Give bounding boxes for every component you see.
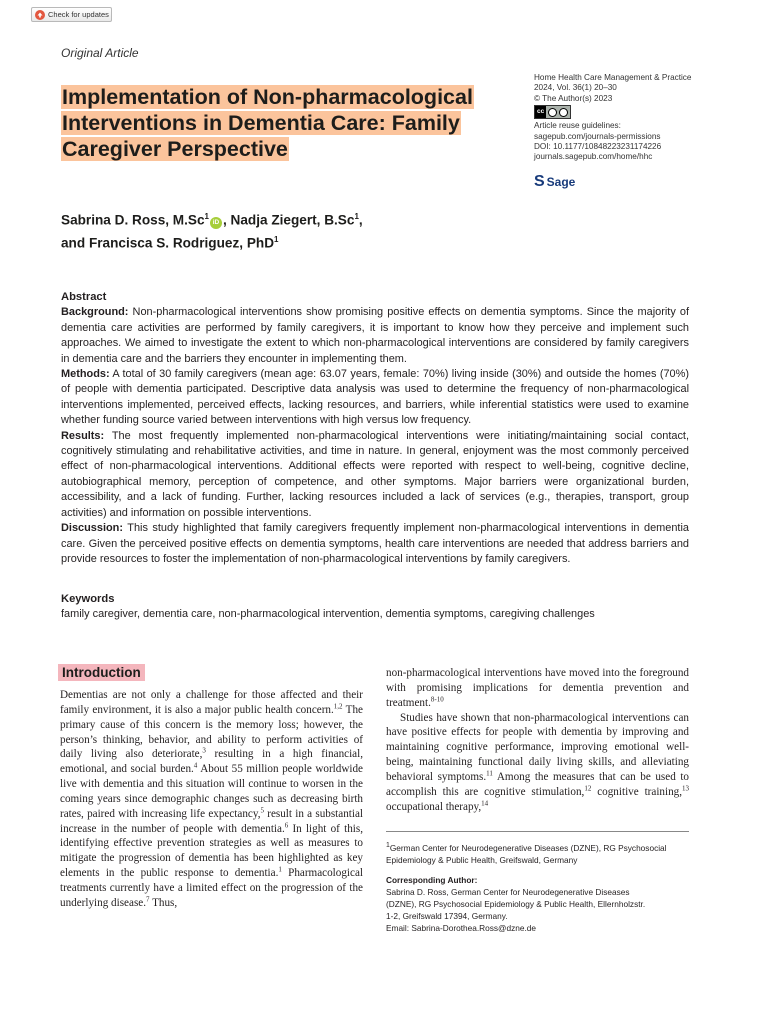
body-text: About 55 million people worldwide live with dementia and this situation will continue to worsen in the coming years since demographic changes such as decreasing birth rates, paired with increasing life expectancy, — [60, 763, 363, 820]
abstract-heading: Abstract — [61, 291, 107, 303]
abstract-methods-text: A total of 30 family caregivers (mean age: 63.07 years, female: 70%) living inside (30%) and outside the homes (70%) of people with dementia participated. Descriptive data analysis was used to determine the frequency of non-pharmacological interventions implemented, perceived effects, lacking resources, and barriers, while inferential statistics were used to examine whether funding source varied between interventions with high versus low frequency. — [61, 368, 689, 427]
body-text: The primary cause of this concern is the memory loss; however, the person’s thinking, behavior, and ability to perform activities of daily living also deteriorate, — [60, 703, 363, 761]
corresponding-author-line: Sabrina D. Ross, German Center for Neurodegenerative Diseases — [386, 886, 630, 897]
copyright: © The Author(s) 2023 — [534, 93, 613, 103]
corresponding-author-email[interactable]: Email: Sabrina-Dorothea.Ross@dzne.de — [386, 922, 537, 933]
doi-link[interactable]: DOI: 10.1177/10848223231174226 — [534, 142, 662, 152]
author-list — [61, 207, 481, 252]
intro-paragraph — [60, 688, 363, 911]
title-line: Caregiver Perspective — [62, 137, 288, 161]
reuse-label: Article reuse guidelines: — [534, 121, 621, 131]
author-separator: , — [358, 212, 363, 228]
abstract-background-text: Non-pharmacological interventions show promising positive effects on dementia symptoms. Since the majority of dementia care activities are performed by family caregivers, it is important to know how they perceive and implement such approaches. We aimed to investigate the extent to which non-pharmacological interventions are considered by family caregivers in dementia care and the barriers they encounter in implementing them. — [61, 306, 689, 365]
keywords-text: family caregiver, dementia care, non-pharmacological intervention, dementia symptoms, caregiving challenges — [61, 608, 595, 621]
cc-license-icon[interactable] — [534, 105, 571, 119]
citation-ref[interactable]: 13 — [682, 784, 689, 793]
article-type: Original Article — [61, 46, 139, 60]
abstract-discussion-label: Discussion: — [61, 522, 123, 535]
body-text: occupational therapy, — [386, 800, 482, 813]
affiliation-marker: 1 — [274, 234, 279, 244]
intro-paragraph — [386, 711, 689, 815]
corresponding-author — [386, 874, 689, 934]
reuse-link[interactable]: sagepub.com/journals-permissions — [534, 131, 661, 141]
abstract-discussion — [61, 521, 689, 567]
abstract-background-label: Background: — [61, 306, 129, 319]
journal-volume: 2024, Vol. 36(1) 20–30 — [534, 83, 617, 93]
intro-paragraph — [386, 666, 689, 711]
citation-ref[interactable]: 12 — [584, 784, 592, 793]
abstract-methods — [61, 367, 689, 429]
journal-name: Home Health Care Management & Practice — [534, 73, 692, 82]
keywords-heading: Keywords — [61, 593, 115, 605]
affiliation-text: German Center for Neurodegenerative Diseases (DZNE), RG Psychosocial Epidemiology & Public Health, Greifswald, Germany — [386, 842, 667, 865]
orcid-icon[interactable]: iD — [210, 217, 222, 229]
affiliation-marker: 1 — [354, 212, 359, 221]
footnote-divider — [386, 831, 689, 832]
citation-ref[interactable]: 4 — [193, 761, 198, 770]
abstract-discussion-text: This study highlighted that family caregivers frequently implement non-pharmacological interventions in dementia care. Given the perceived positive effects on dementia symptoms, health care interventions are needed that address barriers and provide resources to foster the implementation of non-pharmacological interventions by family caregivers. — [61, 522, 689, 565]
citation-ref[interactable]: 5 — [260, 806, 264, 815]
citation-ref[interactable]: 8-10 — [430, 694, 444, 703]
corresponding-author-line: 1-2, Greifswald 17394, Germany. — [386, 910, 508, 921]
affiliation-marker: 1 — [204, 212, 209, 221]
title-line: Interventions in Dementia Care: Family — [62, 111, 460, 135]
body-text: Pharmacological treatments currently have a limited effect on the progression of the underlying disease. — [60, 867, 363, 909]
body-text: cognitive training, — [591, 785, 682, 798]
author-name: Sabrina D. Ross, M.Sc — [61, 212, 205, 228]
journal-url-link[interactable]: journals.sagepub.com/home/hhc — [534, 152, 653, 162]
abstract-results-label: Results: — [61, 429, 105, 442]
author-name: , Nadja Ziegert, B.Sc — [222, 212, 355, 228]
attribution-icon — [548, 108, 557, 117]
citation-ref[interactable]: 7 — [146, 895, 150, 904]
sage-logo[interactable] — [534, 174, 575, 190]
check-for-updates-button[interactable] — [31, 7, 112, 22]
check-for-updates-label: Check for updates — [48, 10, 109, 19]
abstract-results — [61, 429, 689, 521]
citation-ref[interactable]: 3 — [202, 746, 206, 755]
body-text: Studies have shown that non-pharmacological interventions can have positive effects for people with dementia by improving and maintaining cognitive performance, improving emotional well-being, maintaining functional daily living skills, and alleviating behavioral symptoms. — [386, 711, 689, 783]
intro-right-column — [386, 666, 689, 814]
abstract-background — [61, 305, 689, 367]
publisher-name: Sage — [546, 175, 576, 189]
update-icon — [35, 10, 45, 20]
corresponding-author-line: (DZNE), RG Psychosocial Epidemiology & Public Health, Ellernholzstr. — [386, 898, 646, 909]
keywords — [61, 592, 689, 623]
abstract-results-text: The most frequently implemented non-pharmacological interventions were initiating/maintaining social contact, cognitively stimulating and rehabilitative activities, and time in nature. In general, enjoyment was the most commonly perceived effect of non-pharmacological interventions. Additional effects were reported with respect to well-being, cognitive decline, autobiographical memory, perception of competence, and other symptoms. Major barriers were organizational burden, accessibility, and a lack of funding. Further, lacking resources included a lack of services (e.g., therapies, transport, group activities) and information on possible interventions. — [61, 429, 689, 519]
citation-ref[interactable]: 1 — [278, 865, 282, 874]
citation-ref[interactable]: 11 — [486, 769, 493, 778]
affiliation-footnote — [386, 840, 689, 866]
body-text: Thus, — [149, 896, 178, 909]
sage-s-icon: S — [534, 173, 545, 190]
author-name: and Francisca S. Rodriguez, PhD — [61, 235, 275, 251]
cc-label: cc — [535, 106, 546, 118]
footnotes — [386, 840, 689, 942]
body-text: Among the measures that can be used to accomplish this are cognitive stimulation, — [386, 770, 689, 798]
abstract-methods-label: Methods: — [61, 368, 110, 381]
intro-left-column — [60, 688, 363, 911]
body-text: non-pharmacological interventions have moved into the foreground with promising implications for dementia prevention and treatment. — [386, 667, 689, 709]
citation-ref[interactable]: 6 — [284, 820, 289, 829]
citation-ref[interactable]: 14 — [481, 798, 489, 807]
noncommercial-icon — [559, 108, 568, 117]
introduction-heading: Introduction — [58, 664, 145, 681]
body-text: resulting in a high financial, emotional, and social burden. — [60, 748, 364, 776]
body-text: Dementias are not only a challenge for those affected and their family environment, it is also a major public health concern. — [60, 689, 363, 716]
title-line: Implementation of Non-pharmacological — [62, 85, 473, 109]
abstract — [61, 290, 689, 567]
body-text: result in a substantial increase in the number of people with dementia. — [60, 807, 364, 835]
citation-ref[interactable]: 1,2 — [333, 702, 343, 711]
article-title — [61, 84, 506, 162]
affiliation-marker: 1 — [386, 842, 390, 849]
corresponding-author-label: Corresponding Author: — [386, 874, 478, 885]
body-text: In light of this, identifying effective prevention strategies as well as measures to mitigate the progression of dementia has been highlighted as key elements in the public response to dementia. — [60, 822, 363, 880]
journal-info — [534, 73, 744, 163]
